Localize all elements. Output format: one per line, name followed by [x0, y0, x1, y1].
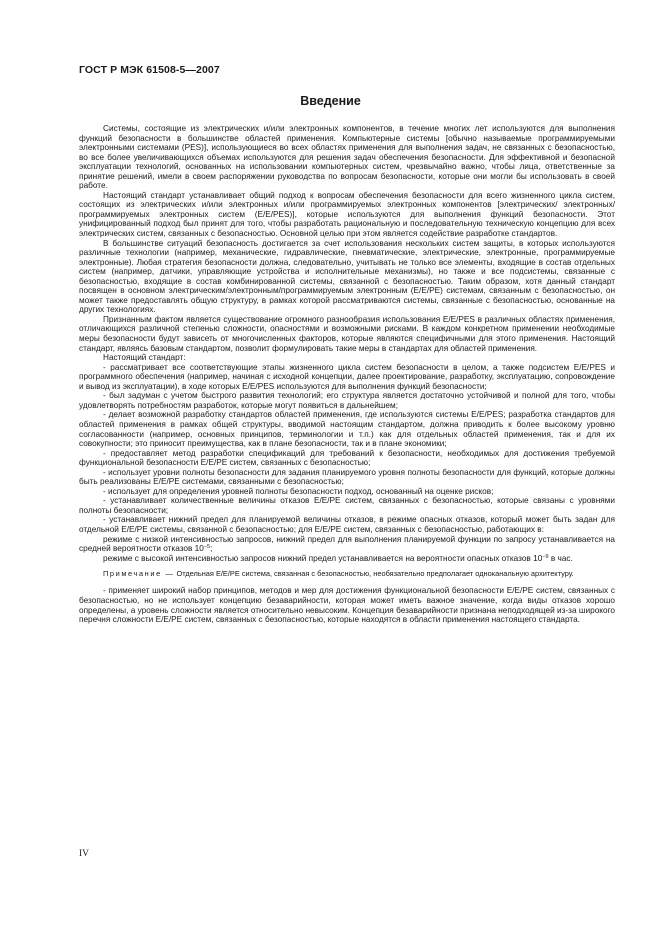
note: [79, 569, 615, 578]
list-item: - использует уровни полноты безопасности для задания планируемого уровня полноты безопасности для функций, которые должны быть реализованы E/E/PE системами, связанными с безопасностью;: [79, 467, 615, 487]
list-item: - применяет широкий набор принципов, методов и мер для достижения функциональной безопасности E/E/PE систем, связанных с безопасностью, но не использует концепцию безаварийности, которая может иметь важное значение, когда виды отказов хорошо определены, а уровень сложности является относительно невысоким. Концепция безаварийности признана неподходящей из-за широкого перечня сложности E/E/PE систем, связанных с безопасностью, которые находятся в области применения настоящего стандарта.: [79, 586, 615, 625]
paragraph: Настоящий стандарт устанавливает общий подход к вопросам обеспечения безопасности для всего жизненного цикла систем, состоящих из электрических и/или электронных и/или программируемых электронных компонентов [электрических/ электронных/ программируемых электронных систем (E/E/PES)], которые используются для выполнения функций безопасности. Этот унифицированный подход был принят для того, чтобы разработать рациональную и последовательную техническую концепцию для всех электрических систем, связанных с безопасностью. Основной целью при этом является содействие разработке стандартов.: [79, 190, 615, 239]
page-number: IV: [79, 849, 90, 859]
list-item: - использует для определения уровней полноты безопасности подход, основанный на оценке рисков;: [103, 486, 494, 496]
sub-item-suffix: в час.: [548, 553, 573, 563]
sub-item-text: режиме с высокой интенсивностью запросов нижний предел устанавливается на вероятности опасных отказов 10: [103, 553, 543, 563]
paragraph: Настоящий стандарт:: [103, 353, 186, 363]
sub-item-low-demand: [79, 535, 615, 554]
section-title: Введение: [300, 94, 361, 108]
standard-header: ГОСТ Р МЭК 61508-5—2007: [79, 64, 220, 76]
list-item: - рассматривает все соответствующие этапы жизненного цикла систем безопасности в целом, а также подсистем E/E/PES и программного обеспечения (например, начиная с исходной концепции, далее проектирование, разработку, эксплуатацию, сопровождение и вывод из эксплуатации), в ходе которых E/E/PES используются для выполнения функций безопасности;: [79, 362, 615, 391]
note-label: Примечание —: [103, 569, 175, 579]
exponent: −5: [203, 544, 211, 551]
list-item: - устанавливает нижний предел для планируемой величины отказов, в режиме опасных отказов, который может быть задан для отдельной E/E/PE системы, связанной с безопасностью; для E/E/PE систем, связанных с безопасностью, работающих в:: [79, 515, 615, 534]
list-item: - устанавливает количественные величины отказов E/E/PE систем, связанных с безопасностью, которые связаны с уровнями полноты безопасности;: [79, 496, 615, 515]
document-body: [79, 124, 615, 625]
sub-item-suffix: ;: [210, 544, 213, 554]
paragraph: Системы, состоящие из электрических и/или электронных компонентов, в течение многих лет используются для выполнения функций безопасности в большинстве областей применения. Компьютерные системы [обычно называемые программируемыми электронными системами (PES)], использующиеся во всех областях применения для выполнения задач, не связанных с безопасностью, во все более увеличивающихся объемах используются для решения задач обеспечения безопасности. Для эффективной и безопасной эксплуатации технологий, основанных на использовании компьютерных систем, чрезвычайно важно, чтобы лица, ответственные за принятие решений, имели в своем распоряжении руководства по вопросам безопасности, которые они могли бы использовать в своей работе.: [79, 124, 615, 191]
list-item: - предоставляет метод разработки спецификаций для требований к безопасности, необходимых для достижения требуемой функциональной безопасности E/E/PE систем, связанных с безопасностью;: [79, 448, 615, 468]
sub-item-text: режиме с низкой интенсивностью запросов, нижний предел для выполнения планируемой функции по запросу устанавливается на средней вероятности отказов 10: [79, 534, 615, 554]
list-item: - делает возможной разработку стандартов областей применения, где используются системы E/E/PES; разработка стандартов для областей применения в рамках общей структуры, вводимой настоящим стандартом, должна приводить к более высокому уровню согласованности (например, основных принципов, терминологии и т.п.) как для отдельных областей применения, так и для их совокупности; это приносит преимущества, как в плане безопасности, так и в плане экономики;: [79, 410, 615, 449]
exponent: −9: [542, 553, 549, 560]
note-text: Отдельная E/E/PE система, связанная с безопасностью, необязательно предполагает одноканальную архитектуру.: [174, 569, 574, 579]
list-item: - был задуман с учетом быстрого развития технологий; его структура является достаточно устойчивой и полной для того, чтобы удовлетворять потребностям разработок, которые могут появиться в дальнейшем;: [79, 391, 615, 410]
sub-item-high-demand: [79, 554, 615, 564]
paragraph: В большинстве ситуаций безопасность достигается за счет использования нескольких систем защиты, в которых используются различные технологии (например, механические, гидравлические, пневматические, электрические, электронные, программируемые электронные). Любая стратегия безопасности должна, следовательно, учитывать не только все элементы, входящие в состав отдельных систем (например, датчики, управляющие устройства и исполнительные механизмы), но также и все подсистемы, связанные с безопасностью, входящие в состав комбинированной системы, связанной с безопасностью. Таким образом, хотя данный стандарт посвящен в основном электрическим/электронным/программируемым электронным (E/E/PE) системам, связанным с безопасностью, он может также предоставлять общую структуру, в рамках которой рассматриваются системы, связанные с безопасностью, основанные на других технологиях.: [79, 238, 615, 315]
paragraph: Признанным фактом является существование огромного разнообразия использования E/E/PES в различных областях применения, отличающихся различной степенью сложности, опасностями и возможными рисками. В каждом конкретном применении необходимые меры безопасности будут зависеть от многочисленных факторов, которые являются специфичными для этого применения. Настоящий стандарт, являясь базовым стандартом, позволит формулировать такие меры в стандартах для областей применения.: [79, 314, 615, 353]
